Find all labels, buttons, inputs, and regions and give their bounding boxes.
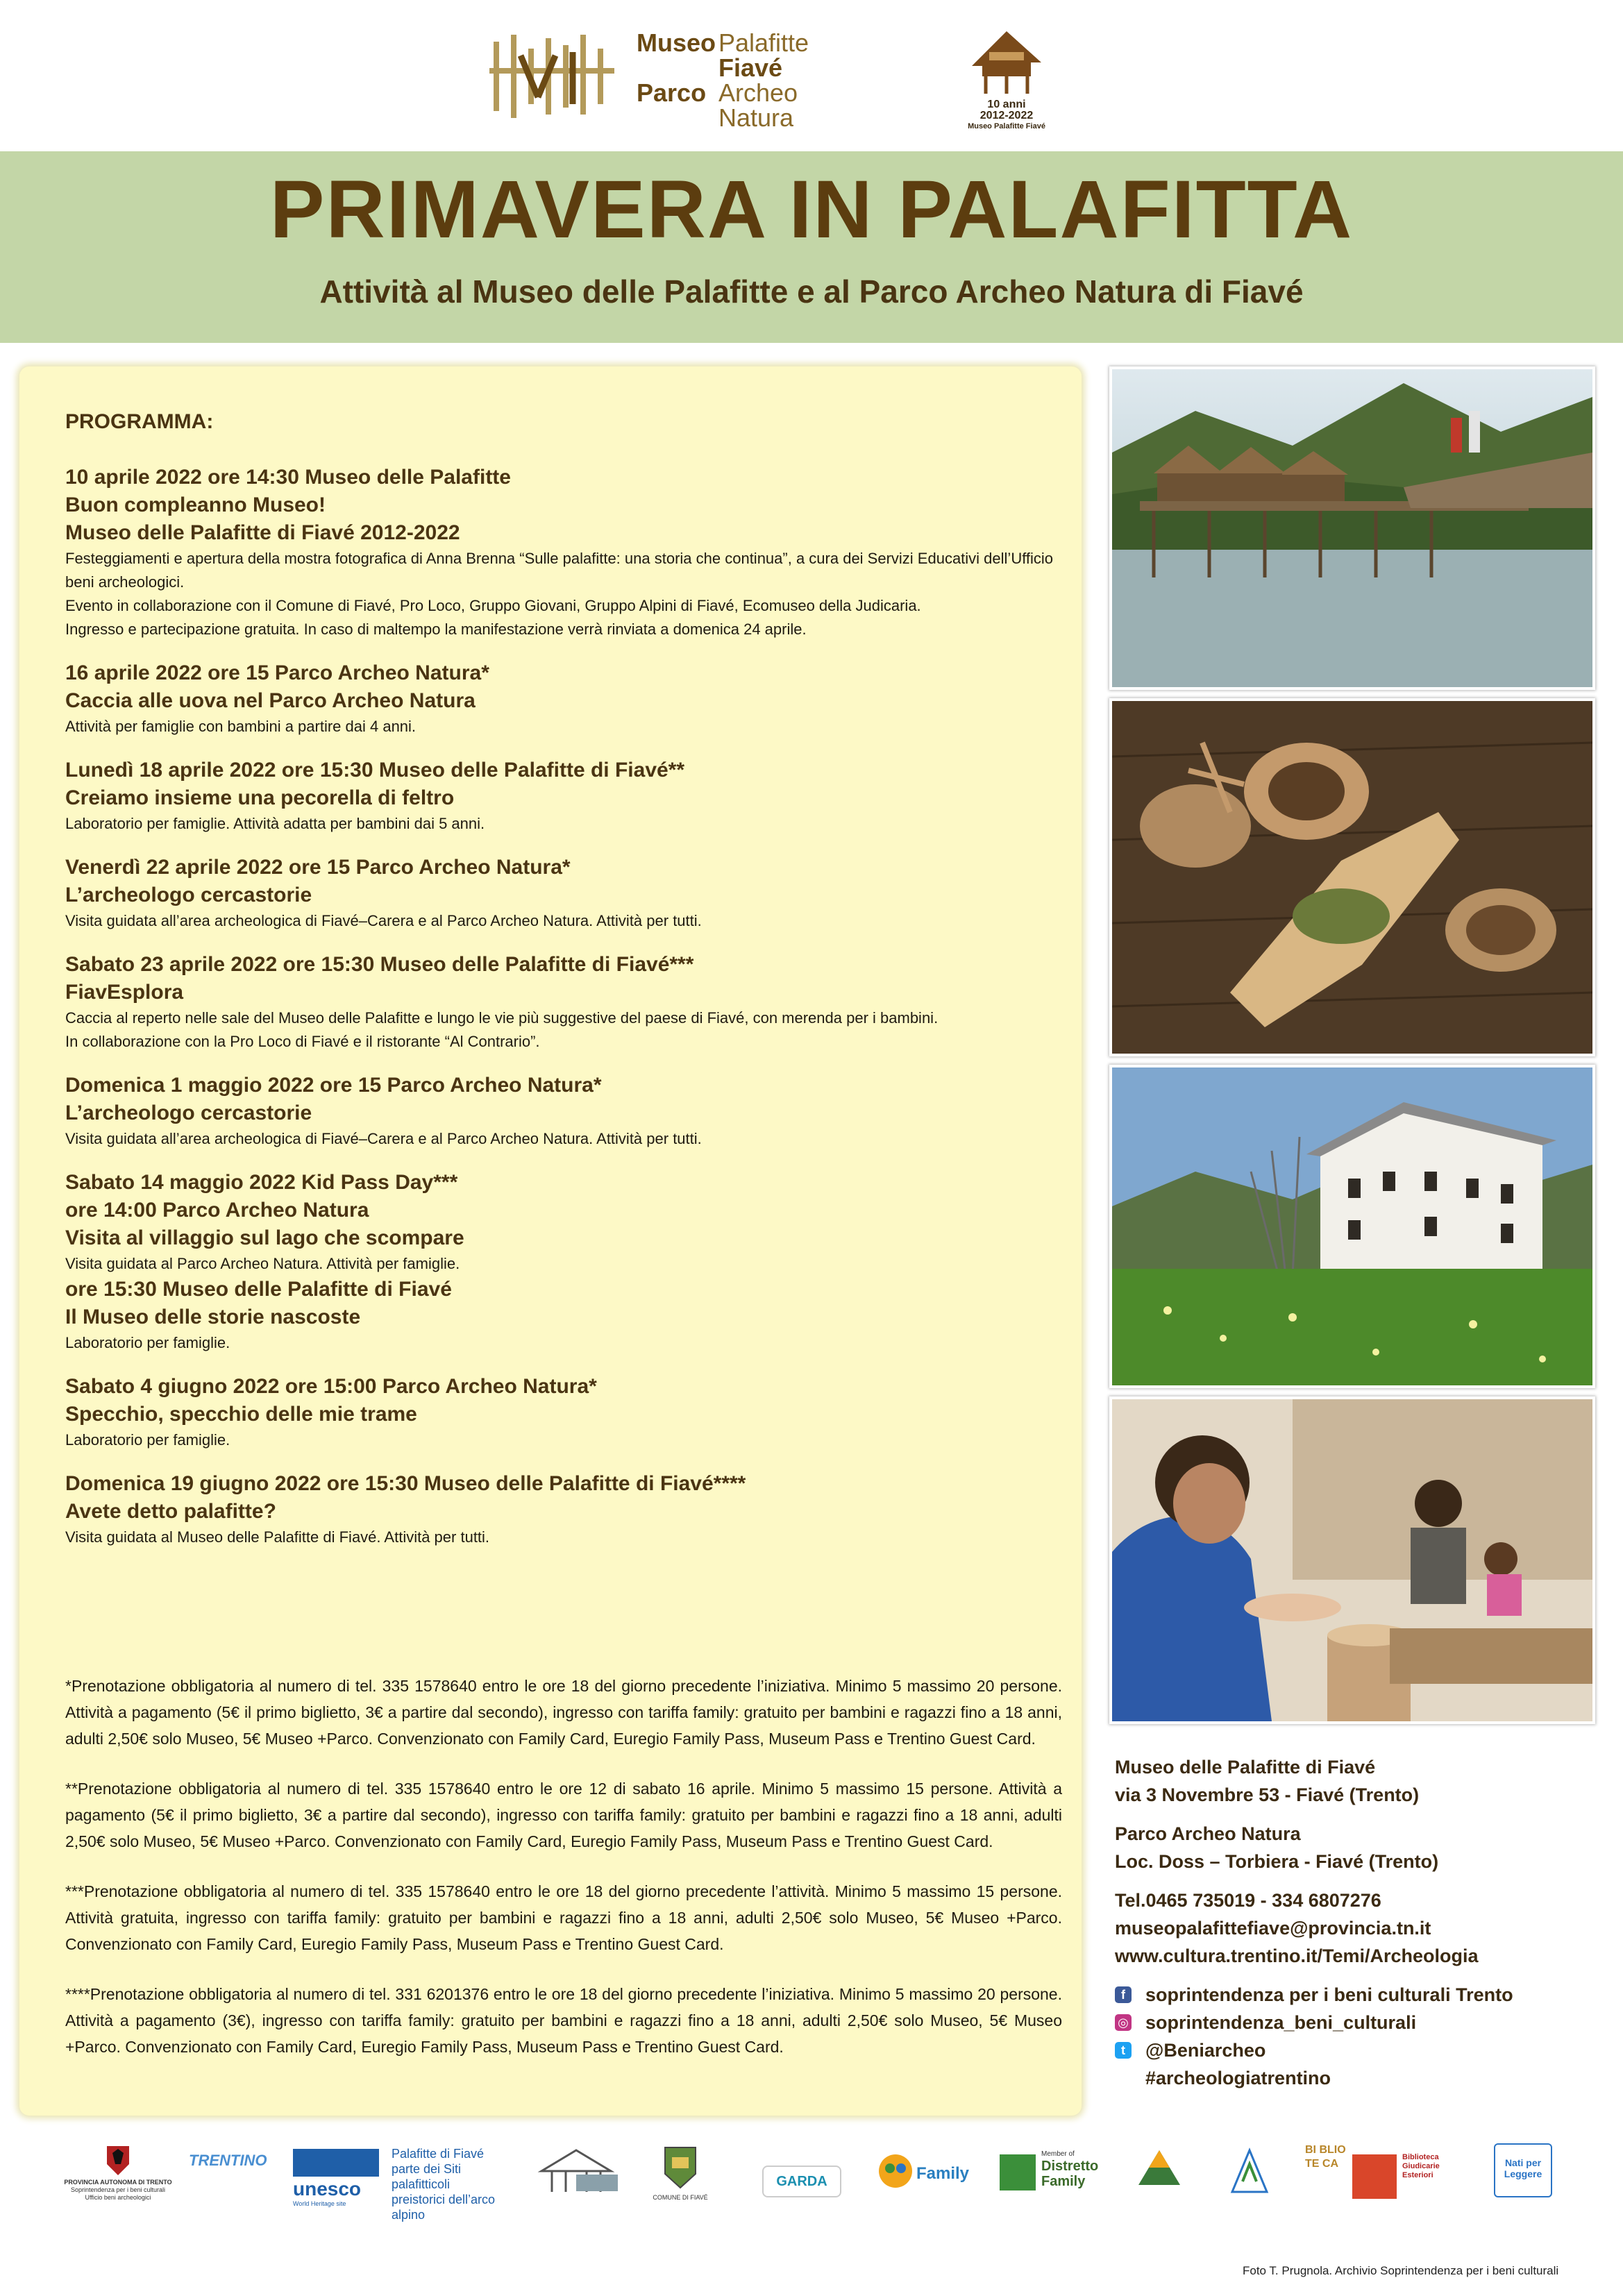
anniversary-hut-icon <box>965 24 1048 97</box>
program-list <box>65 408 1065 1549</box>
event-7-title-1: Visita al villaggio sul lago che scompare <box>65 1226 464 1249</box>
comune-crest-icon <box>661 2143 700 2192</box>
event-5 <box>65 951 1065 1054</box>
palafitte-logo-icon <box>489 28 621 118</box>
page-subtitle: Attività al Museo delle Palafitte e al Parco Archeo Natura di Fiavé <box>319 273 1304 310</box>
biblioteca-logo-icon <box>1352 2154 1397 2199</box>
event-7 <box>65 1169 1065 1355</box>
sponsor-comune <box>646 2143 715 2206</box>
event-7-desc-1: Visita guidata al Parco Archeo Natura. Attività per famiglie. <box>65 1255 460 1272</box>
facebook-icon: f <box>1115 1986 1132 2003</box>
logo-fiave: Fiavé <box>718 53 783 82</box>
logo-parco: Parco <box>637 78 707 107</box>
instagram-label: soprintendenza_beni_culturali <box>1145 2012 1417 2033</box>
event-9-desc: Visita guidata al Museo delle Palafitte di Fiavé. Attività per tutti. <box>65 1528 490 1546</box>
sponsor-garda: GARDA <box>762 2166 841 2197</box>
event-5-date: Sabato 23 aprile 2022 ore 15:30 Museo delle Palafitte di Fiavé*** <box>65 953 694 976</box>
facebook-link[interactable] <box>1115 1981 1601 2009</box>
distretto-label: Distretto <box>1041 2159 1099 2174</box>
wooden-tools-image <box>1112 701 1592 1054</box>
event-1-subtitle: Museo delle Palafitte di Fiavé 2012-2022 <box>65 521 460 544</box>
family-logo-icon <box>876 2152 915 2191</box>
note-2: **Prenotazione obbligatoria al numero di tel. 335 1578640 entro le ore 12 di sabato 16 aprile. Minimo 5 massimo 15 persone. Attività a pagamento (5€ il primo biglietto, 3€ a partire dal secondo), ingresso con tariffa family: gratuito per bambini e ragazzi fino a 18 anni, adulti 2,50€ solo Museo, 5€ Museo +Parco. Convenzionato con Family Card, Euregio Family Pass, Museum Pass e Trentino Guest Card. <box>65 1780 1062 1850</box>
event-7-time-2: ore 15:30 Museo delle Palafitte di Fiavé <box>65 1278 452 1301</box>
event-1-date: 10 aprile 2022 ore 14:30 Museo delle Palafitte <box>65 466 511 489</box>
logo-archeo: Archeo <box>718 78 798 107</box>
phone-numbers: Tel.0465 735019 - 334 6807276 <box>1115 1890 1381 1911</box>
park-address: Loc. Doss – Torbiera - Fiavé (Trento) <box>1115 1851 1439 1872</box>
event-9-date: Domenica 19 giugno 2022 ore 15:30 Museo delle Palafitte di Fiavé**** <box>65 1472 746 1495</box>
mountain-logo-icon <box>1132 2143 1187 2192</box>
unesco-text: Palafitte di Fiavé parte dei Siti palafitticoli preistorici dell’arco alpino <box>392 2147 496 2222</box>
event-9-title: Avete detto palafitte? <box>65 1500 276 1523</box>
unesco-temple-icon <box>293 2149 379 2177</box>
pat-office: Soprintendenza per i beni culturali <box>70 2186 166 2193</box>
event-6-title: L’archeologo cercastorie <box>65 1101 312 1124</box>
event-4-title: L’archeologo cercastorie <box>65 884 312 906</box>
nati-line2: Leggere <box>1504 2168 1542 2179</box>
logo-palafitte: Palafitte <box>718 28 809 57</box>
sponsor-mountain <box>1132 2143 1201 2206</box>
event-8-title: Specchio, specchio delle mie trame <box>65 1403 417 1426</box>
anniversary-range: 2012-2022 <box>979 110 1034 121</box>
contact-info <box>1115 1753 1601 2092</box>
event-1-title: Buon compleanno Museo! <box>65 493 326 516</box>
twitter-label: @Beniarcheo <box>1145 2040 1266 2061</box>
twitter-icon: t <box>1115 2042 1132 2059</box>
sponsor-unesco <box>293 2143 501 2222</box>
sponsor-family <box>876 2143 980 2206</box>
logo-natura: Natura <box>718 103 794 132</box>
unesco-label: unesco <box>293 2178 362 2200</box>
event-1-info: Ingresso e partecipazione gratuita. In caso di maltempo la manifestazione verrà rinviata a domenica 24 aprile. <box>65 621 807 638</box>
event-2 <box>65 659 1065 738</box>
event-5-title: FiavEsplora <box>65 981 184 1004</box>
event-1-desc: Festeggiamenti e apertura della mostra fotografica di Anna Brenna “Sulle palafitte: una storia che continua”, a cura dei Servizi Educativi dell’Ufficio beni archeologici. <box>65 550 1054 591</box>
page-title: PRIMAVERA IN PALAFITTA <box>269 164 1354 255</box>
event-5-desc: Caccia al reperto nelle sale del Museo delle Palafitte e lungo le vie più suggestive del paese di Fiavé, con merenda per i bambini. <box>65 1009 939 1027</box>
event-2-desc: Attività per famiglie con bambini a partire dai 4 anni. <box>65 718 417 735</box>
park-name: Parco Archeo Natura <box>1115 1823 1301 1844</box>
program-heading: PROGRAMMA: <box>65 410 214 433</box>
event-7-time-1: ore 14:00 Parco Archeo Natura <box>65 1199 369 1222</box>
note-4: ****Prenotazione obbligatoria al numero di tel. 331 6201376 entro le ore 18 del giorno precedente l’iniziativa. Minimo 5 massimo 20 persone. Attività a pagamento (3€), ingresso con tariffa family: gratuito per bambini e ragazzi fino a 18 anni, adulti 2,50€ solo Museo, 5€ Museo +Parco. Convenzionato con Family Card, Euregio Family Pass, Museum Pass e Trentino Guest Card. <box>65 1985 1062 2056</box>
event-7-date: Sabato 14 maggio 2022 Kid Pass Day*** <box>65 1171 458 1194</box>
event-8-desc: Laboratorio per famiglie. <box>65 1431 230 1449</box>
pat-unit: Ufficio beni archeologici <box>85 2194 151 2201</box>
unesco-sub: World Heritage site <box>293 2200 346 2207</box>
museum-building-image <box>1112 1067 1592 1385</box>
pat-eagle-icon <box>104 2143 132 2177</box>
facebook-label: soprintendenza per i beni culturali Trento <box>1145 1984 1513 2005</box>
sponsor-biblioteca: BI BLIO TE CA <box>1305 2144 1346 2170</box>
website-link[interactable]: www.cultura.trentino.it/Temi/Archeologia <box>1115 1945 1479 1966</box>
event-8-date: Sabato 4 giugno 2022 ore 15:00 Parco Archeo Natura* <box>65 1375 597 1398</box>
hashtag-line <box>1115 2064 1601 2092</box>
photo-credit: Foto T. Prugnola. Archivio Soprintendenza per i beni culturali <box>1243 2264 1559 2277</box>
biblioteca-ge-label: Biblioteca Giudicarie Esteriori <box>1402 2153 1440 2179</box>
event-6-date: Domenica 1 maggio 2022 ore 15 Parco Archeo Natura* <box>65 1074 602 1097</box>
photo-children-workshop <box>1109 1396 1595 1724</box>
event-4 <box>65 854 1065 933</box>
museum-address: via 3 Novembre 53 - Fiavé (Trento) <box>1115 1784 1420 1805</box>
anniversary-museum: Museo Palafitte Fiavé <box>968 122 1045 130</box>
event-7-desc-2: Laboratorio per famiglie. <box>65 1334 230 1351</box>
museum-name: Museo delle Palafitte di Fiavé <box>1115 1757 1376 1778</box>
anniversary-years: 10 anni <box>987 99 1026 110</box>
museum-logo <box>489 21 830 132</box>
family-label: Family <box>916 2164 970 2183</box>
event-2-date: 16 aprile 2022 ore 15 Parco Archeo Natura* <box>65 661 489 684</box>
children-workshop-image <box>1112 1399 1592 1721</box>
sponsor-distretto <box>1000 2143 1104 2206</box>
event-2-title: Caccia alle uova nel Parco Archeo Natura <box>65 689 476 712</box>
photo-museum-building <box>1109 1065 1595 1388</box>
event-5-partners: In collaborazione con la Pro Loco di Fiavé e il ristorante “Al Contrario”. <box>65 1033 540 1050</box>
event-1 <box>65 464 1065 641</box>
event-3 <box>65 757 1065 836</box>
event-3-title: Creiamo insieme una pecorella di feltro <box>65 786 455 809</box>
instagram-icon: ◎ <box>1115 2014 1132 2031</box>
photo-pile-dwellings <box>1109 366 1595 690</box>
sponsor-nati-per-leggere <box>1494 2143 1552 2197</box>
event-9 <box>65 1470 1065 1549</box>
event-1-partners: Evento in collaborazione con il Comune di Fiavé, Pro Loco, Gruppo Giovani, Gruppo Alpini di Fiavé, Ecomuseo della Judicaria. <box>65 597 921 614</box>
event-4-desc: Visita guidata all’area archeologica di Fiavé–Carera e al Parco Archeo Natura. Attività per tutti. <box>65 912 702 929</box>
hashtag-label: #archeologiatrentino <box>1145 2068 1331 2088</box>
event-8 <box>65 1373 1065 1452</box>
pat-name: PROVINCIA AUTONOMA DI TRENTO <box>64 2179 172 2186</box>
email-link[interactable]: museopalafittefiave@provincia.tn.it <box>1115 1918 1431 1939</box>
event-3-date: Lunedì 18 aprile 2022 ore 15:30 Museo delle Palafitte di Fiavé** <box>65 759 685 782</box>
logo-museo: Museo <box>637 28 716 57</box>
event-3-desc: Laboratorio per famiglie. Attività adatta per bambini dai 5 anni. <box>65 815 485 832</box>
anniversary-badge <box>951 24 1062 139</box>
event-4-date: Venerdì 22 aprile 2022 ore 15 Parco Archeo Natura* <box>65 856 571 879</box>
nati-line1: Nati per <box>1504 2157 1542 2168</box>
distretto-family: Family <box>1041 2174 1086 2189</box>
sponsor-trentino: TRENTINO <box>189 2152 267 2169</box>
event-6 <box>65 1072 1065 1151</box>
ecomuseum-logo-icon <box>535 2143 618 2199</box>
sponsor-biblioteca-ge <box>1352 2143 1456 2206</box>
comune-label: COMUNE DI FIAVÉ <box>653 2194 708 2201</box>
distretto-member: Member of <box>1041 2150 1075 2158</box>
sponsor-building <box>535 2143 618 2206</box>
note-3: ***Prenotazione obbligatoria al numero di tel. 335 1578640 entro le ore 18 del giorno precedente l’attività. Minimo 5 massimo 15 persone. Attività gratuita, ingresso con tariffa family: gratuito per bambini e ragazzi fino a 18 anni, adulti 2,50€ solo Museo, 5€ Museo +Parco. Convenzionato con Family Card, Euregio Family Pass, Museum Pass e Trentino Guest Card. <box>65 1882 1062 1953</box>
photo-wooden-tools <box>1109 698 1595 1056</box>
event-7-title-2: Il Museo delle storie nascoste <box>65 1306 361 1328</box>
trail-logo-icon <box>1225 2143 1274 2199</box>
note-1: *Prenotazione obbligatoria al numero di tel. 335 1578640 entro le ore 18 del giorno precedente l’iniziativa. Minimo 5 massimo 20 persone. Attività a pagamento (5€ il primo biglietto, 3€ a partire dal secondo), ingresso con tariffa family: gratuito per bambini e ragazzi fino a 18 anni, adulti 2,50€ solo Museo, 5€ Museo +Parco. Convenzionato con Family Card, Euregio Family Pass, Museum Pass e Trentino Guest Card. <box>65 1677 1062 1748</box>
event-6-desc: Visita guidata all’area archeologica di Fiavé–Carera e al Parco Archeo Natura. Attività per tutti. <box>65 1130 702 1147</box>
booking-notes <box>65 1673 1062 2084</box>
pile-dwellings-image <box>1112 369 1592 687</box>
distretto-logo-icon <box>1000 2154 1036 2191</box>
twitter-link[interactable] <box>1115 2036 1601 2064</box>
instagram-link[interactable] <box>1115 2009 1601 2036</box>
sponsor-trail <box>1225 2143 1281 2206</box>
sponsor-pat <box>56 2143 180 2206</box>
